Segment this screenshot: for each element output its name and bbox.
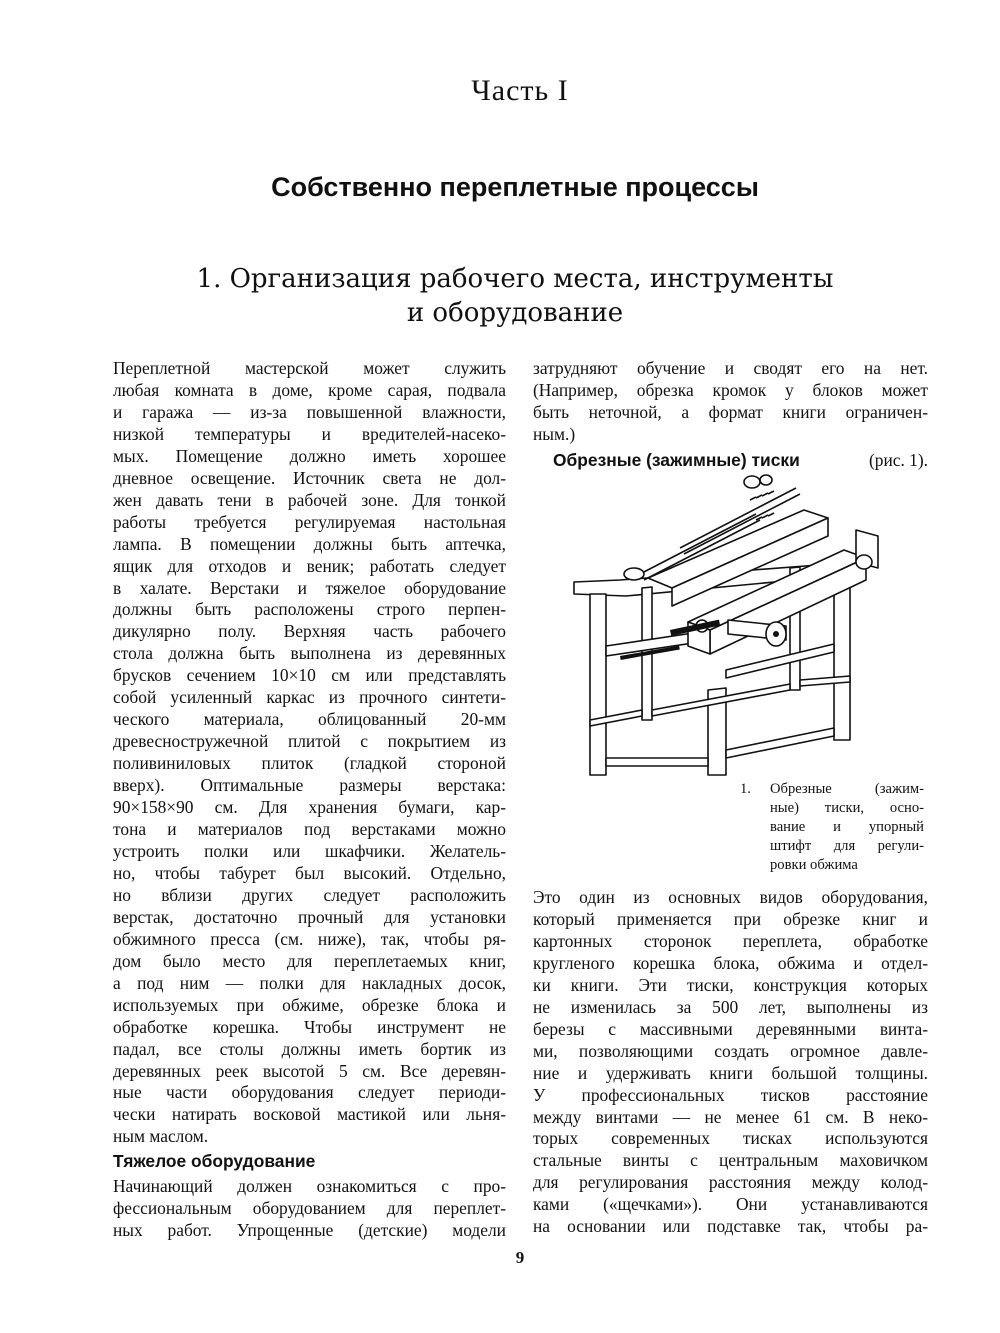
- left-paragraph-2: [113, 1176, 506, 1242]
- text-line: в халате. Верстаки и тяжелое оборудование: [113, 577, 506, 598]
- text-line: и гаража — из-за повышенной влажности,: [113, 401, 506, 422]
- chapter-title-line: и оборудование: [406, 298, 624, 328]
- text-line: вверх). Оптимальные размеры верстака:: [113, 775, 506, 796]
- text-line: Переплетной мастерской может служить: [113, 358, 506, 378]
- right-column-top: [533, 358, 928, 472]
- text-line: мых. Помещение должно иметь хорошее: [113, 445, 506, 466]
- text-line: дикулярно полу. Верхняя часть рабочего: [113, 621, 506, 642]
- text-line: быть неточной, а формат книги ограничен-: [533, 401, 928, 422]
- text-line: Это один из основных видов оборудования,: [533, 887, 928, 907]
- caption-line: штифт для регули-: [770, 838, 924, 854]
- caption-line: ровки обжима: [770, 857, 858, 873]
- text-line: на основании или подставке так, чтобы ра-: [533, 1216, 928, 1237]
- text-line: У профессиональных тисков расстояние: [533, 1084, 928, 1105]
- text-line: но, чтобы табурет был высокий. Отдельно,: [113, 862, 506, 883]
- text-line: но вблизи других следует расположить: [113, 884, 506, 905]
- text-line: ные части оборудования следует периоди-: [113, 1082, 506, 1103]
- right-column-bottom: [533, 887, 928, 1238]
- text-line: должны быть расположены строго перпен-: [113, 599, 506, 620]
- text-line: тона и материалов под верстаками можно: [113, 819, 506, 840]
- text-line: Начинающий должен ознакомиться с про-: [113, 1176, 506, 1197]
- text-line: ящик для отходов и веник; работать следует: [113, 555, 506, 576]
- right-subheading: Обрезные (зажимные) тиски: [553, 449, 800, 470]
- text-line: жен давать тени в рабочей зоне. Для тонкой: [113, 489, 506, 510]
- press-drawing: [560, 470, 900, 815]
- figure-number: 1.: [740, 781, 751, 797]
- text-line: между винтами — не менее 61 см. В неко-: [533, 1106, 928, 1127]
- text-line: обжимного пресса (см. ниже), так, чтобы ря-: [113, 928, 506, 949]
- text-line: деревянных реек высотой 5 см. Все деревян-: [113, 1060, 506, 1081]
- text-line: березы с массивными деревянными винта-: [533, 1018, 928, 1039]
- text-line: ми, позволяющими создать огромное давле-: [533, 1040, 928, 1061]
- text-line: ным маслом.: [113, 1126, 209, 1147]
- text-line: лампа. В помещении должны быть аптечка,: [113, 533, 506, 554]
- text-line: низкой температуры и вредителей-насеко-: [113, 423, 506, 444]
- figure-reference: (рис. 1).: [868, 449, 928, 470]
- text-line: фессиональным оборудованием для переплет-: [113, 1198, 506, 1219]
- text-line: чески натирать восковой мастикой или льня-: [113, 1104, 506, 1125]
- right-subheading-row: [533, 450, 928, 472]
- text-line: стола должна быть выполнена из деревянных: [113, 643, 506, 664]
- caption-line: ные) тиски, осно-: [770, 800, 924, 816]
- text-line: поливиниловых плиток (гладкой стороной: [113, 753, 506, 774]
- text-line: работы требуется регулируемая настольная: [113, 511, 506, 532]
- text-line: для регулирования расстояния между колод-: [533, 1172, 928, 1193]
- left-subheading: Тяжелое оборудование: [113, 1151, 316, 1172]
- text-line: используемых при обжиме, обрезке блока и: [113, 994, 506, 1015]
- chapter-title-line: 1. Организация рабочего места, инструменты: [196, 264, 834, 294]
- text-line: (Например, обрезка кромок у блоков может: [533, 379, 928, 400]
- text-line: дом было место для переплетаемых книг,: [113, 950, 506, 971]
- left-column: [113, 358, 506, 1242]
- chapter-title: [0, 262, 1000, 330]
- text-line: стальные винты с центральным маховичком: [533, 1150, 928, 1171]
- caption-line: Обрезные (зажим-: [770, 781, 924, 797]
- text-line: торых современных тисках используются: [533, 1128, 928, 1149]
- text-line: устроить полки или шкафчики. Желатель-: [113, 840, 506, 861]
- text-line: а под ним — полки для накладных досок,: [113, 972, 506, 993]
- text-line: ных работ. Упрощенные (детские) модели: [113, 1220, 506, 1241]
- text-line: собой усиленный каркас из прочного синтети-: [113, 687, 506, 708]
- text-line: 90×158×90 см. Для хранения бумаги, кар-: [113, 797, 506, 818]
- text-line: который применяется при обрезке книг и: [533, 908, 928, 929]
- caption-line: вание и упорный: [770, 819, 924, 835]
- text-line: падал, все столы должны иметь бортик из: [113, 1038, 506, 1059]
- text-line: затрудняют обучение и сводят его на нет.: [533, 358, 928, 378]
- text-line: обработке корешка. Чтобы инструмент не: [113, 1016, 506, 1037]
- text-line: не изменилась за 500 лет, выполнены из: [533, 996, 928, 1017]
- right-paragraph-1: [533, 358, 928, 446]
- text-line: ческого материала, облицованный 20-мм: [113, 709, 506, 730]
- text-line: любая комната в доме, кроме сарая, подвала: [113, 379, 506, 400]
- part-title: Часть I: [471, 74, 569, 107]
- left-paragraph-1: [113, 358, 506, 1148]
- text-line: ками («щечками»). Они устанавливаются: [533, 1194, 928, 1215]
- text-line: древесностружечной плитой с покрытием из: [113, 731, 506, 752]
- text-line: ным.): [533, 423, 576, 444]
- page-number: 9: [515, 1248, 525, 1267]
- figure-press-illustration: [560, 470, 900, 815]
- section-title: Собственно переплетные процессы: [271, 172, 759, 202]
- text-line: дневное освещение. Источник света не дол-: [113, 467, 506, 488]
- text-line: картонных сторонок переплета, обработке: [533, 930, 928, 951]
- text-line: брусков сечением 10×10 см или представлять: [113, 665, 506, 686]
- figure-caption-text: [770, 780, 924, 875]
- text-line: ние и удерживать книги большой толщины.: [533, 1062, 928, 1083]
- text-line: верстак, достаточно прочный для установки: [113, 906, 506, 927]
- text-line: ки книги. Эти тиски, конструкция которых: [533, 974, 928, 995]
- text-line: кругленого корешка блока, обжима и отдел-: [533, 952, 928, 973]
- right-paragraph-2: [533, 887, 928, 1238]
